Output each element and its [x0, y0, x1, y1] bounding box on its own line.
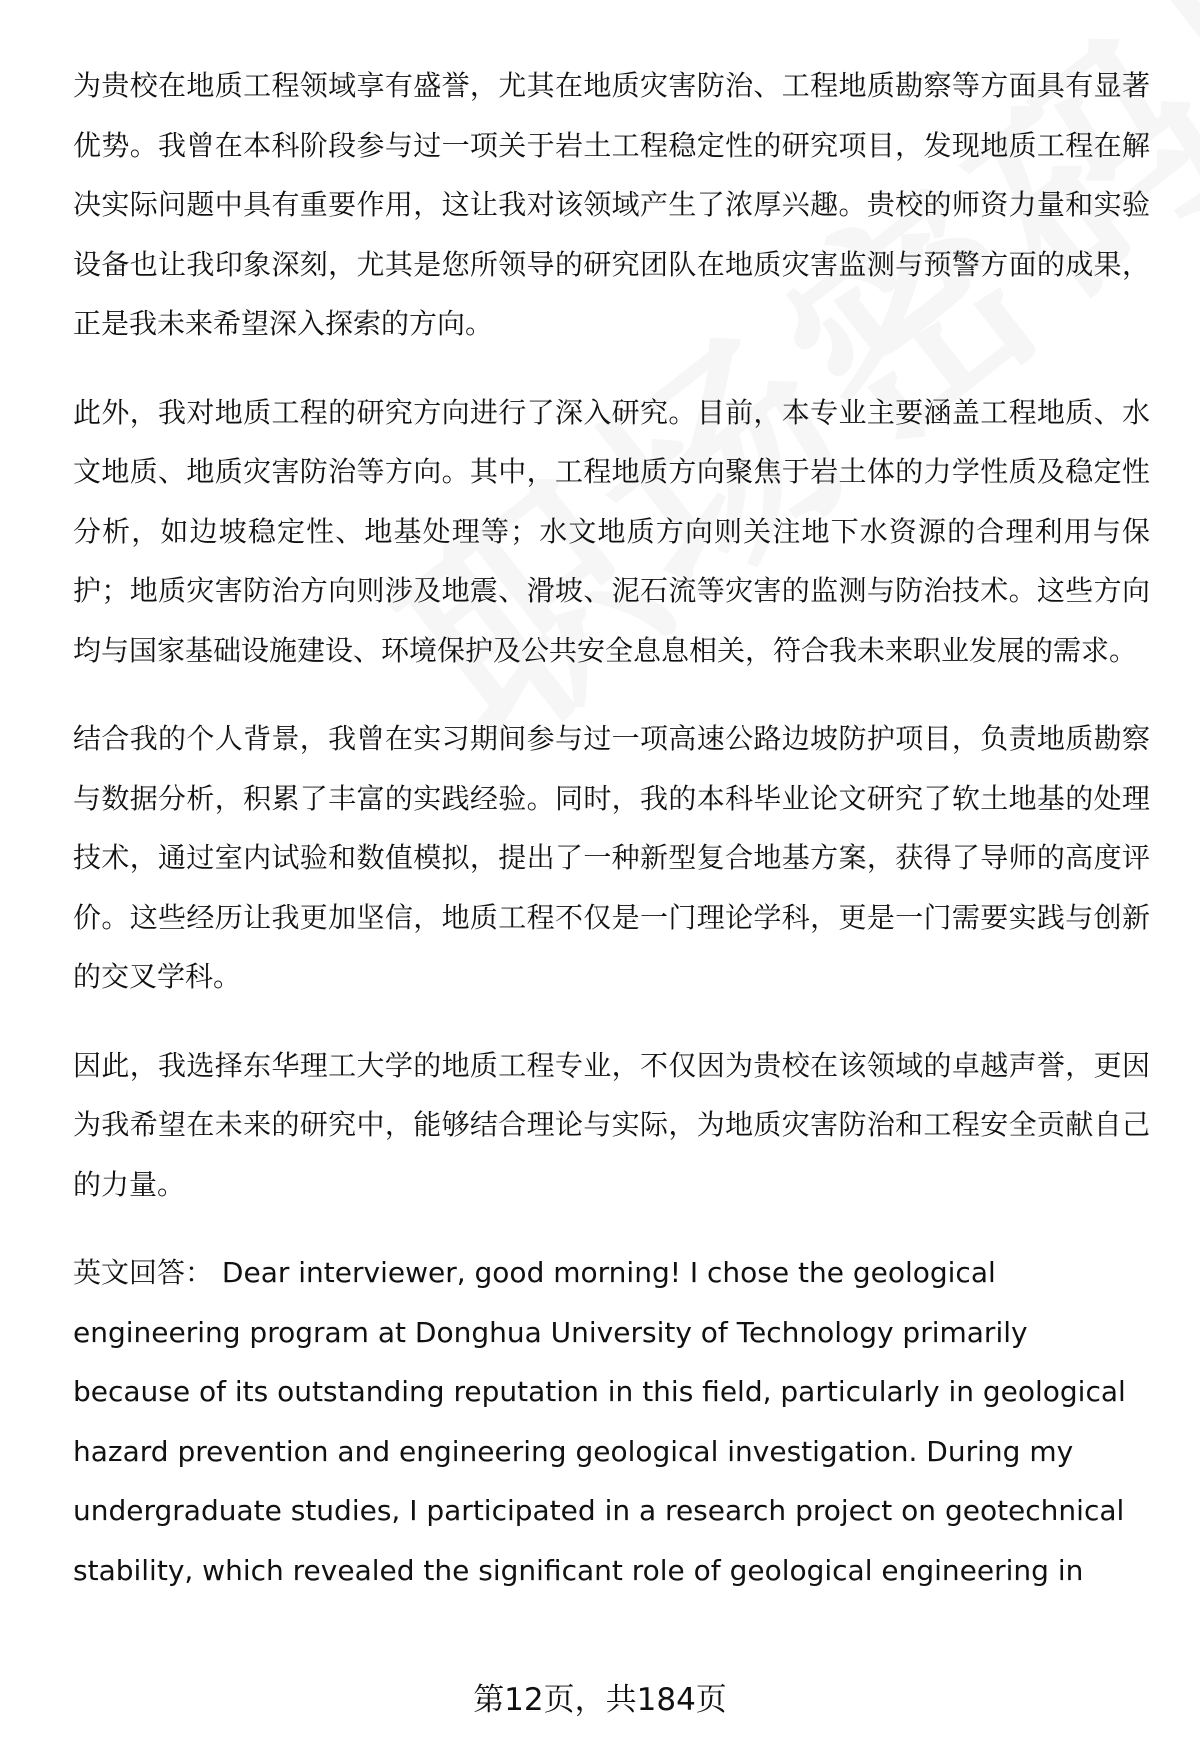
page-number: 第12页，共184页 [473, 1682, 727, 1718]
page-footer [0, 1680, 1200, 1720]
english-answer-label: 英文回答： [73, 1256, 214, 1289]
english-answer [73, 1243, 1150, 1600]
paragraph-4: 因此，我选择东华理工大学的地质工程专业，不仅因为贵校在该领域的卓越声誉，更因为我希望在未来的研究中，能够结合理论与实际，为地质灾害防治和工程安全贡献自己的力量。 [73, 1048, 1150, 1201]
document-body [73, 56, 1150, 1600]
paragraph-3: 结合我的个人背景，我曾在实习期间参与过一项高速公路边坡防护项目，负责地质勘察与数据分析，积累了丰富的实践经验。同时，我的本科毕业论文研究了软土地基的处理技术，通过室内试验和数值模拟，提出了一种新型复合地基方案，获得了导师的高度评价。这些经历让我更加坚信，地质工程不仅是一门理论学科，更是一门需要实践与创新的交叉学科。 [73, 722, 1150, 993]
paragraph-1: 为贵校在地质工程领域享有盛誉，尤其在地质灾害防治、工程地质勘察等方面具有显著优势。我曾在本科阶段参与过一项关于岩土工程稳定性的研究项目，发现地质工程在解决实际问题中具有重要作用，这让我对该领域产生了浓厚兴趣。贵校的师资力量和实验设备也让我印象深刻，尤其是您所领导的研究团队在地质灾害监测与预警方面的成果，正是我未来希望深入探索的方向。 [73, 69, 1150, 340]
english-answer-text: Dear interviewer, good morning! I chose the geological engineering program at Donghua University of Technology primarily because of its outstanding reputation in this field, particularly in geological hazard prevention and engineering geological investigation. During my undergraduate studies, I participated in a research project on geotechnical stability, which revealed the significant role of geological engineering in [73, 1256, 1126, 1587]
paragraph-2: 此外，我对地质工程的研究方向进行了深入研究。目前，本专业主要涵盖工程地质、水文地质、地质灾害防治等方向。其中，工程地质方向聚焦于岩土体的力学性质及稳定性分析，如边坡稳定性、地基处理等；水文地质方向则关注地下水资源的合理利用与保护；地质灾害防治方向则涉及地震、滑坡、泥石流等灾害的监测与防治技术。这些方向均与国家基础设施建设、环境保护及公共安全息息相关，符合我未来职业发展的需求。 [73, 395, 1150, 667]
